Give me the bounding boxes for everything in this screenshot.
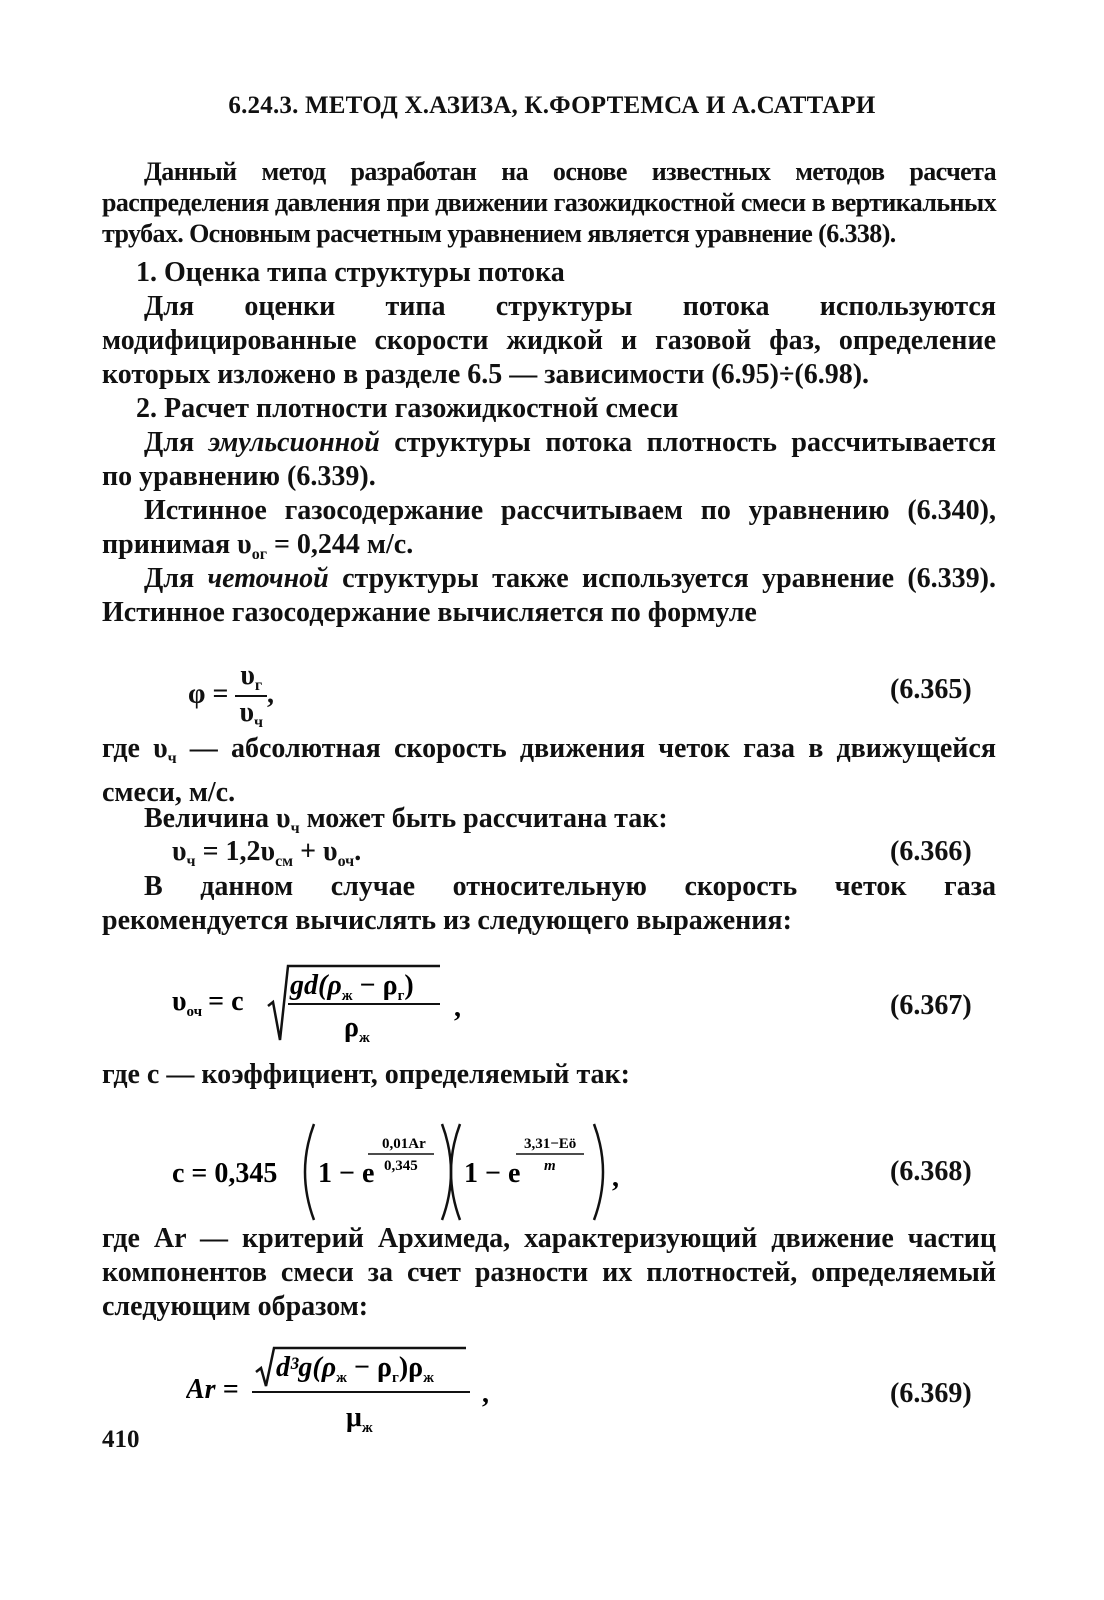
equation-6-368 <box>172 1118 632 1226</box>
where1-pre: где <box>102 733 154 764</box>
where1-sub: ч <box>167 750 177 767</box>
svg-text:μж <box>346 1402 373 1436</box>
section-header: 6.24.3. МЕТОД Х.АЗИЗА, К.ФОРТЕМСА И А.САТТАРИ <box>228 92 876 119</box>
equation-6-369 <box>186 1342 506 1438</box>
emulsion-post: структуры потока плотность рассчитывается по уравнению (6.339). <box>102 427 996 492</box>
eq365-denominator <box>235 695 267 732</box>
eq367-den: ρ <box>344 1012 359 1043</box>
eq367-num-end: ) <box>404 970 414 1001</box>
eq369-lhs: Ar = <box>186 1374 239 1405</box>
page-number: 410 <box>102 1426 140 1453</box>
eq366-a-sub: ч <box>186 853 196 870</box>
eq365-tail: , <box>267 678 275 710</box>
eq368-exp2-den: m <box>544 1158 556 1174</box>
section2-title: 2. Расчет плотности газожидкостной смеси <box>136 393 679 424</box>
eq366-b: = 1,2υ <box>195 836 276 867</box>
eq367-svg <box>172 960 472 1050</box>
eq368-lhs: c = 0,345 <box>172 1158 278 1189</box>
eq366-c: + υ <box>293 836 338 867</box>
eq367-lhs-var: υ <box>172 986 187 1017</box>
eq367-num-mid: − ρ <box>352 970 398 1001</box>
eq368-tail: , <box>612 1162 619 1193</box>
where1-var: υ <box>153 733 168 764</box>
eq365-num-sub: г <box>254 677 263 694</box>
bead-paragraph <box>102 562 996 630</box>
eq365-den-sub: ч <box>253 714 264 731</box>
eq365-num-var: υ <box>240 660 255 691</box>
where3-paragraph: где Ar — критерий Архимеда, характеризующий движение частиц компонентов смеси за счет разности их плотностей, определяемый следующим образом: <box>102 1223 996 1322</box>
equation-6-365 <box>188 660 274 732</box>
eq365-den-var: υ <box>239 697 254 728</box>
eq369-tail: , <box>482 1378 489 1409</box>
section1-title: 1. Оценка типа структуры потока <box>136 257 565 288</box>
eq368-exp1-num: 0,01Ar <box>382 1136 426 1152</box>
eq369-num: d³g(ρ <box>276 1352 337 1383</box>
eq369-num-mid: − ρ <box>347 1352 392 1383</box>
where1-paragraph <box>102 732 996 810</box>
emulsion-word: эмульсионной <box>208 427 380 458</box>
svg-text:ρж <box>344 1012 370 1046</box>
eq369-svg <box>186 1342 506 1438</box>
bead-word: четочной <box>207 563 329 594</box>
eq367-lhs-sub: оч <box>186 1004 203 1020</box>
emulsion-paragraph <box>102 426 996 494</box>
eq369-num-sub1: ж <box>336 1370 348 1386</box>
true-gas-post: = 0,244 м/с. <box>266 529 414 560</box>
recommend-paragraph: В данном случае относительную скорость четок газа рекомендуется вычислять из следующего выражения: <box>102 871 996 936</box>
eq369-num-sub3: ж <box>423 1370 435 1386</box>
svg-text:d³g(ρж − ρг)ρж <box>276 1352 434 1386</box>
eq366-d: . <box>354 836 362 867</box>
eq369-num-sub2: г <box>392 1370 399 1386</box>
eq367-tail: , <box>454 992 461 1023</box>
magnitude-post: может быть рассчитана так: <box>299 803 668 834</box>
eq367-num: gd(ρ <box>290 970 342 1001</box>
eq369-num-mid2: )ρ <box>398 1352 424 1383</box>
eq366-a: υ <box>172 836 187 867</box>
where2-paragraph: где c — коэффициент, определяемый так: <box>102 1059 630 1090</box>
svg-text:Ar = <box>186 1374 239 1405</box>
eq369-number: (6.369) <box>890 1378 972 1409</box>
magnitude-pre: Величина <box>144 803 277 834</box>
eq365-numerator <box>235 660 267 695</box>
section1-paragraph: Для оценки типа структуры потока используются модифицированные скорости жидкой и газовой фаз, определение которых изложено в разделе 6.5 — зависимости (6.95)÷(6.98). <box>102 291 996 390</box>
equation-6-367 <box>172 960 472 1050</box>
bead-pre: Для <box>144 563 208 594</box>
emulsion-pre: Для <box>144 427 209 458</box>
true-gas-var: υ <box>237 529 252 560</box>
eq367-number: (6.367) <box>890 990 972 1021</box>
eq368-paren-open-1 <box>305 1124 314 1220</box>
true-gas-pre: Истинное газосодержание рассчитываем по уравнению (6.340), принимая <box>102 495 996 560</box>
eq368-svg <box>172 1118 632 1226</box>
eq366-number: (6.366) <box>890 836 972 867</box>
where1-post: — абсолютная скорость движения четок газа в движущейся смеси, м/с. <box>102 733 996 808</box>
true-gas-sub: ог <box>251 546 267 563</box>
eq368-one-a: 1 − e <box>318 1158 375 1189</box>
magnitude-var: υ <box>276 803 291 834</box>
svg-text:υоч= c <box>172 986 244 1020</box>
eq367-num-sub1: ж <box>341 988 353 1004</box>
svg-text:gd(ρж − ρг) <box>289 970 414 1004</box>
eq368-exp1-den: 0,345 <box>384 1158 418 1174</box>
eq366-b-sub: см <box>275 853 294 870</box>
eq367-num-sub2: г <box>397 988 405 1004</box>
eq367-eq: = c <box>208 986 244 1017</box>
eq365-lhs: φ = <box>188 678 229 710</box>
eq365-fraction <box>235 660 267 732</box>
intro-paragraph: Данный метод разработан на основе известных методов расчета распределения давления при движении газожидкостной смеси в вертикальных трубах. Основным расчетным уравнением является уравнение (6.338). <box>102 157 996 248</box>
eq368-one-b: 1 − e <box>464 1158 521 1189</box>
eq368-number: (6.368) <box>890 1156 972 1187</box>
eq369-den: μ <box>346 1402 362 1433</box>
magnitude-sub: ч <box>290 820 300 837</box>
eq368-paren-open-2 <box>451 1124 460 1220</box>
bead-post: структуры также используется уравнение (6.339). Истинное газосодержание вычисляется по формуле <box>102 563 997 628</box>
true-gas-paragraph <box>102 494 996 572</box>
eq368-paren-close-2 <box>594 1124 603 1220</box>
eq368-paren-close-1 <box>442 1124 451 1220</box>
eq365-number: (6.365) <box>890 674 972 705</box>
eq367-den-sub: ж <box>358 1030 370 1046</box>
eq366-c-sub: оч <box>337 853 355 870</box>
eq368-exp2-num: 3,31−Eö <box>524 1136 577 1152</box>
equation-6-366 <box>172 836 361 871</box>
eq369-den-sub: ж <box>361 1420 373 1436</box>
